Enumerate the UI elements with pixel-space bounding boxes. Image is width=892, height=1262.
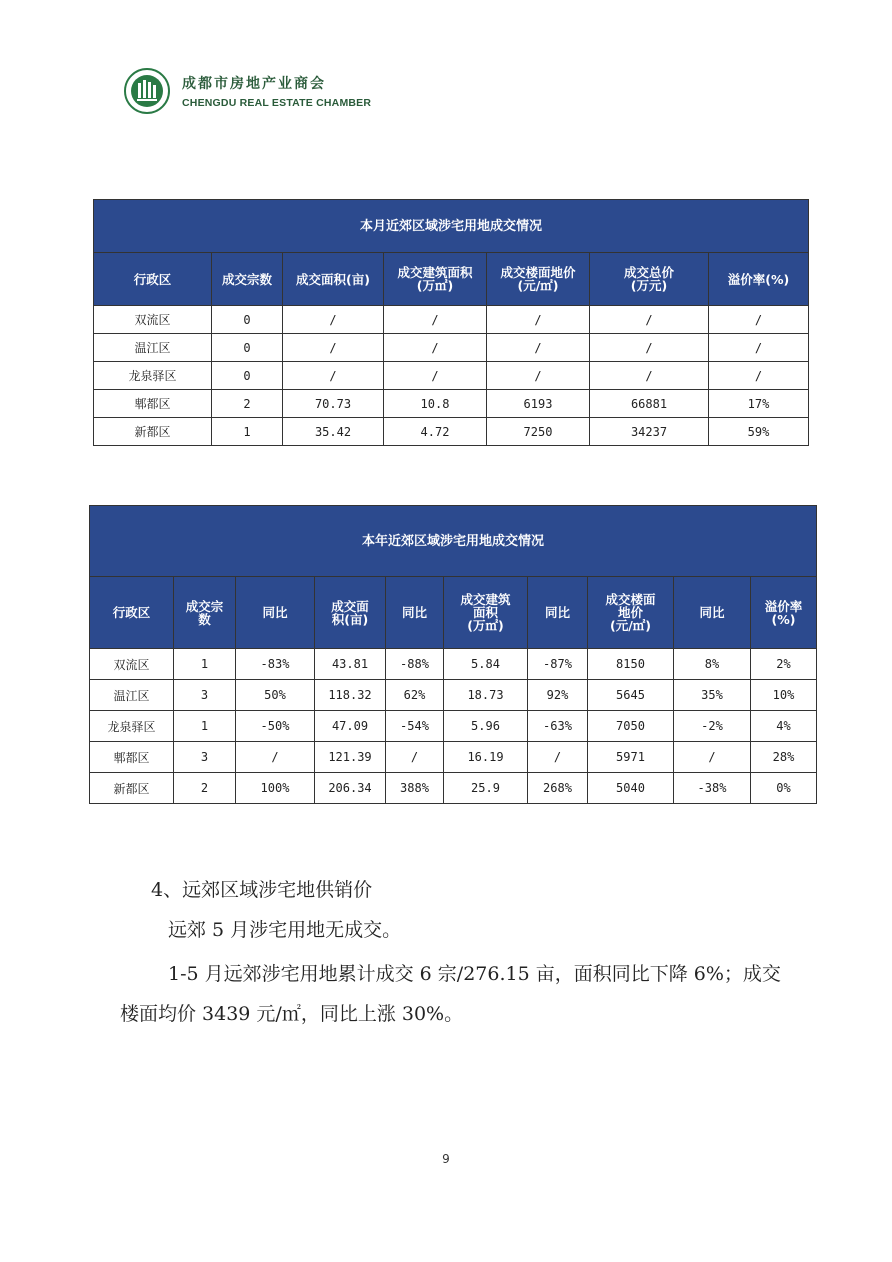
table-row bbox=[94, 390, 809, 418]
table-cell: 28% bbox=[751, 742, 817, 773]
table-cell: 206.34 bbox=[315, 773, 386, 804]
table-cell: / bbox=[709, 306, 809, 334]
column-header: 成交面积(亩) bbox=[283, 253, 384, 306]
table-row bbox=[94, 418, 809, 446]
table-cell: / bbox=[487, 362, 590, 390]
table-cell: / bbox=[384, 362, 487, 390]
table-cell: 5645 bbox=[588, 680, 674, 711]
table1-title: 本月近郊区域涉宅用地成交情况 bbox=[94, 200, 809, 253]
district-cell: 新都区 bbox=[90, 773, 174, 804]
table-row bbox=[90, 711, 817, 742]
section-heading: 4、远郊区域涉宅地供销价 bbox=[151, 879, 373, 901]
table-cell: 5.84 bbox=[444, 649, 528, 680]
table-cell: 10% bbox=[751, 680, 817, 711]
table-row bbox=[94, 334, 809, 362]
table-cell: 25.9 bbox=[444, 773, 528, 804]
table-cell: / bbox=[590, 362, 709, 390]
table-cell: 118.32 bbox=[315, 680, 386, 711]
table-cell: / bbox=[487, 306, 590, 334]
table-cell: / bbox=[283, 362, 384, 390]
table-cell: / bbox=[283, 306, 384, 334]
column-header: 成交楼面 地价 (元/㎡) bbox=[588, 577, 674, 649]
table-cell: 16.19 bbox=[444, 742, 528, 773]
table-cell: 43.81 bbox=[315, 649, 386, 680]
table-cell: 0 bbox=[212, 306, 283, 334]
table-cell: / bbox=[487, 334, 590, 362]
district-cell: 郫都区 bbox=[94, 390, 212, 418]
table-cell: 17% bbox=[709, 390, 809, 418]
column-header: 行政区 bbox=[94, 253, 212, 306]
table-cell: / bbox=[384, 334, 487, 362]
column-header: 同比 bbox=[236, 577, 315, 649]
district-cell: 双流区 bbox=[90, 649, 174, 680]
table-cell: -87% bbox=[528, 649, 588, 680]
table-cell: / bbox=[590, 334, 709, 362]
column-header: 成交楼面地价 (元/㎡) bbox=[487, 253, 590, 306]
table-cell: 18.73 bbox=[444, 680, 528, 711]
district-cell: 龙泉驿区 bbox=[94, 362, 212, 390]
table-cell: 0 bbox=[212, 362, 283, 390]
table-cell: 2 bbox=[212, 390, 283, 418]
table-row bbox=[94, 306, 809, 334]
column-header: 同比 bbox=[674, 577, 751, 649]
table-cell: 3 bbox=[174, 680, 236, 711]
table-cell: 1 bbox=[174, 649, 236, 680]
table-cell: / bbox=[283, 334, 384, 362]
table-cell: / bbox=[674, 742, 751, 773]
table-cell: / bbox=[709, 362, 809, 390]
district-cell: 温江区 bbox=[90, 680, 174, 711]
table-cell: -63% bbox=[528, 711, 588, 742]
org-name-cn: 成都市房地产业商会 bbox=[182, 76, 326, 92]
table-cell: 121.39 bbox=[315, 742, 386, 773]
table-cell: 0 bbox=[212, 334, 283, 362]
table-cell: 7250 bbox=[487, 418, 590, 446]
column-header: 成交总价 (万元) bbox=[590, 253, 709, 306]
table-cell: 6193 bbox=[487, 390, 590, 418]
table-cell: 35.42 bbox=[283, 418, 384, 446]
column-header: 溢价率(%) bbox=[709, 253, 809, 306]
table-cell: / bbox=[236, 742, 315, 773]
table-row bbox=[94, 362, 809, 390]
table-cell: 4.72 bbox=[384, 418, 487, 446]
table-cell: -88% bbox=[386, 649, 444, 680]
table-cell: 7050 bbox=[588, 711, 674, 742]
column-header: 成交面 积(亩) bbox=[315, 577, 386, 649]
table-cell: 1 bbox=[174, 711, 236, 742]
table-cell: / bbox=[590, 306, 709, 334]
column-header: 行政区 bbox=[90, 577, 174, 649]
yearly-land-table bbox=[89, 505, 817, 804]
table-cell: 5971 bbox=[588, 742, 674, 773]
table-cell: 92% bbox=[528, 680, 588, 711]
table-cell: 50% bbox=[236, 680, 315, 711]
table-cell: 2 bbox=[174, 773, 236, 804]
table-cell: 0% bbox=[751, 773, 817, 804]
monthly-land-table bbox=[93, 199, 809, 446]
table-cell: 59% bbox=[709, 418, 809, 446]
table-cell: 2% bbox=[751, 649, 817, 680]
table-cell: 5040 bbox=[588, 773, 674, 804]
table-cell: 8150 bbox=[588, 649, 674, 680]
table-cell: 47.09 bbox=[315, 711, 386, 742]
table-cell: -38% bbox=[674, 773, 751, 804]
table2-title: 本年近郊区域涉宅用地成交情况 bbox=[90, 506, 817, 577]
table-cell: -54% bbox=[386, 711, 444, 742]
district-cell: 龙泉驿区 bbox=[90, 711, 174, 742]
table-cell: 70.73 bbox=[283, 390, 384, 418]
table-cell: 10.8 bbox=[384, 390, 487, 418]
chamber-logo-icon bbox=[124, 68, 170, 114]
org-name-en: CHENGDU REAL ESTATE CHAMBER bbox=[182, 97, 372, 109]
column-header: 同比 bbox=[528, 577, 588, 649]
table-cell: 3 bbox=[174, 742, 236, 773]
district-cell: 郫都区 bbox=[90, 742, 174, 773]
table-cell: 62% bbox=[386, 680, 444, 711]
table-cell: -83% bbox=[236, 649, 315, 680]
table-cell: / bbox=[384, 306, 487, 334]
table-cell: -2% bbox=[674, 711, 751, 742]
table-cell: 35% bbox=[674, 680, 751, 711]
table-cell: 1 bbox=[212, 418, 283, 446]
page-number: 9 bbox=[442, 1152, 450, 1166]
table-cell: / bbox=[386, 742, 444, 773]
table-cell: -50% bbox=[236, 711, 315, 742]
table-cell: 66881 bbox=[590, 390, 709, 418]
column-header: 成交建筑面积 (万㎡) bbox=[384, 253, 487, 306]
table-cell: 8% bbox=[674, 649, 751, 680]
district-cell: 新都区 bbox=[94, 418, 212, 446]
table-cell: / bbox=[709, 334, 809, 362]
table-cell: 388% bbox=[386, 773, 444, 804]
paragraph-1: 远郊 5 月涉宅用地无成交。 bbox=[168, 919, 402, 941]
column-header: 成交建筑 面积 (万㎡) bbox=[444, 577, 528, 649]
district-cell: 温江区 bbox=[94, 334, 212, 362]
table-cell: 4% bbox=[751, 711, 817, 742]
table-row bbox=[90, 742, 817, 773]
table-cell: 34237 bbox=[590, 418, 709, 446]
column-header: 成交宗 数 bbox=[174, 577, 236, 649]
table-cell: 100% bbox=[236, 773, 315, 804]
column-header: 同比 bbox=[386, 577, 444, 649]
column-header: 溢价率 (%) bbox=[751, 577, 817, 649]
table-cell: 268% bbox=[528, 773, 588, 804]
table-cell: 5.96 bbox=[444, 711, 528, 742]
table-cell: / bbox=[528, 742, 588, 773]
table-row bbox=[90, 680, 817, 711]
table-row bbox=[90, 649, 817, 680]
paragraph-2: 1-5 月远郊涉宅用地累计成交 6 宗/276.15 亩，面积同比下降 6%；成交楼面均价 3439 元/㎡，同比上涨 30%。 bbox=[120, 963, 781, 1025]
district-cell: 双流区 bbox=[94, 306, 212, 334]
column-header: 成交宗数 bbox=[212, 253, 283, 306]
header-logo bbox=[124, 68, 371, 114]
table-row bbox=[90, 773, 817, 804]
